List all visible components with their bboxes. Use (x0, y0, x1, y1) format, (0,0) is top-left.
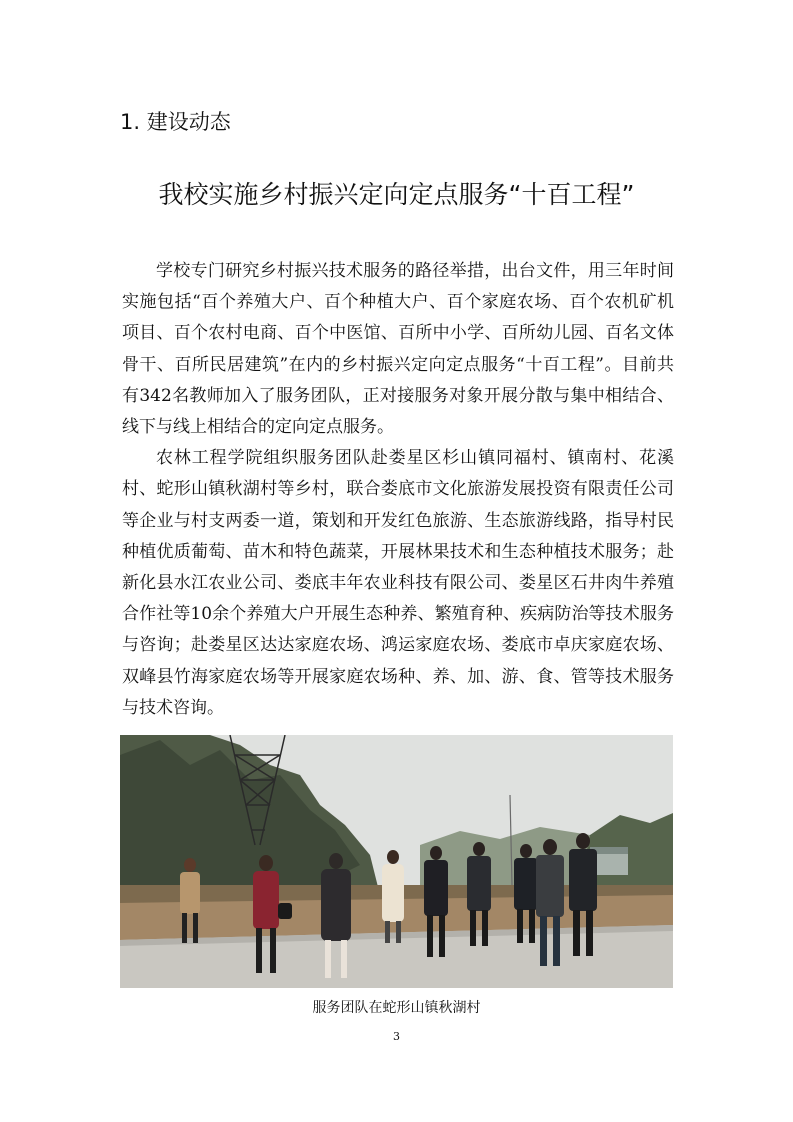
photo-caption: 服务团队在蛇形山镇秋湖村 (312, 1000, 481, 1016)
paragraph-2: 农林工程学院组织服务团队赴娄星区杉山镇同福村、镇南村、花溪村、蛇形山镇秋湖村等乡村，联合娄底市文化旅游发展投资有限责任公司等企业与村支两委一道，策划和开发红色旅游、生态旅游线路，指导村民种植优质葡萄、苗木和特色蔬菜，开展林果技术和生态种植技术服务；赴新化县水江农业公司、娄底丰年农业科技有限公司、娄星区石井肉牛养殖合作社等10余个养殖大户开展生态种养、繁殖育种、疾病防治等技术服务与咨询；赴娄星区达达家庭农场、鸿运家庭农场、娄底市卓庆家庭农场、双峰县竹海家庭农场等开展家庭农场种、养、加、游、食、管等技术服务与技术咨询。 (122, 448, 674, 718)
article-body (122, 256, 674, 724)
page-number: 3 (393, 1030, 400, 1043)
section-heading: 1. 建设动态 (120, 110, 231, 134)
service-team-photo (120, 735, 673, 988)
paragraph-1: 学校专门研究乡村振兴技术服务的路径举措，出台文件，用三年时间实施包括“百个养殖大户、百个种植大户、百个家庭农场、百个农机矿机项目、百个农村电商、百个中医馆、百所中小学、百所幼儿园、百名文体骨干、百所民居建筑”在内的乡村振兴定向定点服务“十百工程”。目前共有342名教师加入了服务团队，正对接服务对象开展分散与集中相结合、线下与线上相结合的定向定点服务。 (122, 261, 674, 438)
article-title: 我校实施乡村振兴定向定点服务“十百工程” (158, 180, 635, 209)
